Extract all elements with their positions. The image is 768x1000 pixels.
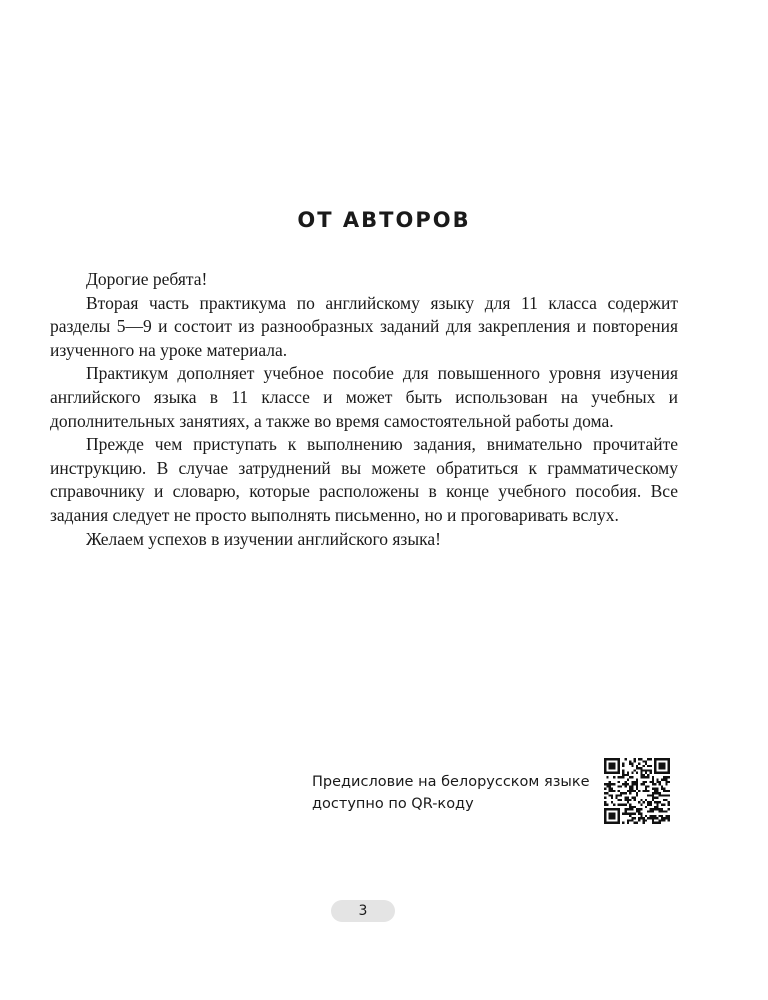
qr-code-icon[interactable] — [604, 758, 670, 824]
page-title: ОТ АВТОРОВ — [297, 208, 471, 232]
qr-caption — [312, 771, 592, 815]
paragraph-purpose: Практикум дополняет учебное пособие для повышенного уровня изучения английского языка в 11 классе и может быть использован на учебных и дополнительных занятиях, а также во время самостоятельной работы дома. — [50, 363, 678, 431]
foreword-text — [50, 268, 678, 551]
page-number: 3 — [331, 900, 395, 922]
paragraph-contents: Вторая часть практикума по английскому языку для 11 класса содержит разделы 5—9 и состоит из разнообразных заданий для закрепления и повторения изученного на уроке материала. — [50, 292, 678, 360]
paragraph-greeting: Дорогие ребята! — [86, 269, 208, 289]
qr-caption-line-1: Предисловие на белорусском языке — [312, 774, 590, 790]
paragraph-wishes: Желаем успехов в изучении английского языка! — [86, 528, 441, 549]
paragraph-instructions: Прежде чем приступать к выполнению задания, внимательно прочитайте инструкцию. В случае затруднений вы можете обратиться к грамматическому справочнику и словарю, которые расположены в конце учебного пособия. Все задания следует не просто выполнять письменно, но и проговаривать вслух. — [50, 434, 678, 525]
qr-caption-line-2: доступно по QR-коду — [312, 796, 474, 812]
